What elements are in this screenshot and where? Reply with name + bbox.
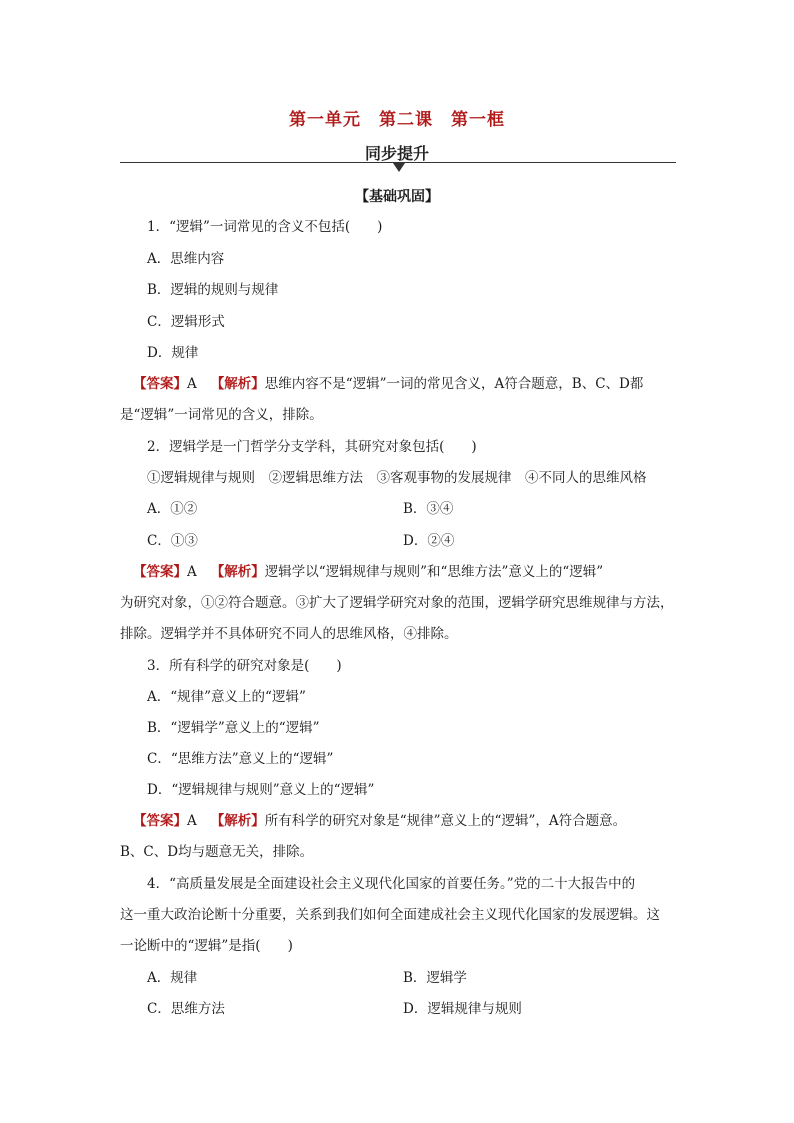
q1-option-d: D．规律 — [147, 345, 199, 361]
q1-option-a: A．思维内容 — [147, 251, 225, 267]
q3-option-d: D．“逻辑规律与规则”意义上的“逻辑” — [147, 782, 375, 798]
q3-answer-line — [133, 811, 626, 831]
q1-option-c: C．逻辑形式 — [147, 314, 225, 330]
answer-tag: 【答案】 — [133, 813, 187, 829]
q3-option-a: A．“规律”意义上的“逻辑” — [147, 689, 306, 705]
q4-stem-1: 4．“高质量发展是全面建设社会主义现代化国家的首要任务。”党的二十大报告中的 — [147, 876, 636, 892]
q3-analysis: 所有科学的研究对象是“规律”意义上的“逻辑”，A符合题意。 — [264, 813, 627, 829]
q2-answer: A — [187, 564, 197, 580]
q2-option-c: C．①③ — [147, 533, 198, 549]
q4-option-a: A．规律 — [147, 970, 198, 986]
q1-answer: A — [187, 376, 197, 392]
q4-option-c: C．思维方法 — [147, 1001, 225, 1017]
q2-analysis-cont-2: 排除。逻辑学并不具体研究不同人的思维风格，④排除。 — [120, 626, 458, 642]
q1-answer-line — [133, 374, 643, 394]
q4-option-b: B．逻辑学 — [403, 970, 467, 986]
analysis-tag: 【解析】 — [210, 813, 265, 829]
q2-stem: 2．逻辑学是一门哲学分支学科，其研究对象包括( ) — [147, 439, 477, 455]
analysis-tag: 【解析】 — [210, 564, 265, 580]
unit-title: 第一单元 第二课 第一框 — [289, 110, 505, 130]
q2-analysis-cont-1: 为研究对象，①②符合题意。③扩大了逻辑学研究对象的范围，逻辑学研究思维规律与方法， — [120, 595, 674, 611]
q4-option-d: D．逻辑规律与规则 — [403, 1001, 522, 1017]
answer-tag: 【答案】 — [133, 564, 187, 580]
q2-answer-line — [133, 562, 603, 582]
q2-items: ①逻辑规律与规则 ②逻辑思维方法 ③客观事物的发展规律 ④不同人的思维风格 — [147, 470, 647, 486]
q1-analysis-cont: 是“逻辑”一词常见的含义，排除。 — [120, 407, 323, 423]
q1-option-b: B．逻辑的规则与规律 — [147, 282, 279, 298]
q1-analysis: 思维内容不是“逻辑”一词的常见含义，A符合题意，B、C、D都 — [264, 376, 644, 392]
sub-title: 同步提升 — [364, 144, 429, 163]
q3-option-c: C．“思维方法”意义上的“逻辑” — [147, 751, 334, 767]
q2-option-d: D．②④ — [403, 533, 455, 549]
section-heading: 【基础巩固】 — [355, 189, 439, 205]
q2-option-a: A．①② — [147, 501, 198, 517]
q3-stem: 3．所有科学的研究对象是( ) — [147, 658, 342, 674]
q3-analysis-cont: B、C、D均与题意无关，排除。 — [120, 844, 314, 860]
q2-option-b: B．③④ — [403, 501, 454, 517]
q4-stem-2: 这一重大政治论断十分重要，关系到我们如何全面建成社会主义现代化国家的发展逻辑。这 — [120, 907, 660, 923]
answer-tag: 【答案】 — [133, 376, 187, 392]
q4-stem-3: 一论断中的“逻辑”是指( ) — [120, 938, 293, 954]
q2-analysis: 逻辑学以“逻辑规律与规则”和“思维方法”意义上的“逻辑” — [264, 564, 604, 580]
triangle-down-icon — [393, 163, 405, 172]
q3-option-b: B．“逻辑学”意义上的“逻辑” — [147, 720, 320, 736]
analysis-tag: 【解析】 — [210, 376, 265, 392]
q1-stem: 1．“逻辑”一词常见的含义不包括( ) — [147, 219, 383, 235]
q3-answer: A — [187, 813, 197, 829]
